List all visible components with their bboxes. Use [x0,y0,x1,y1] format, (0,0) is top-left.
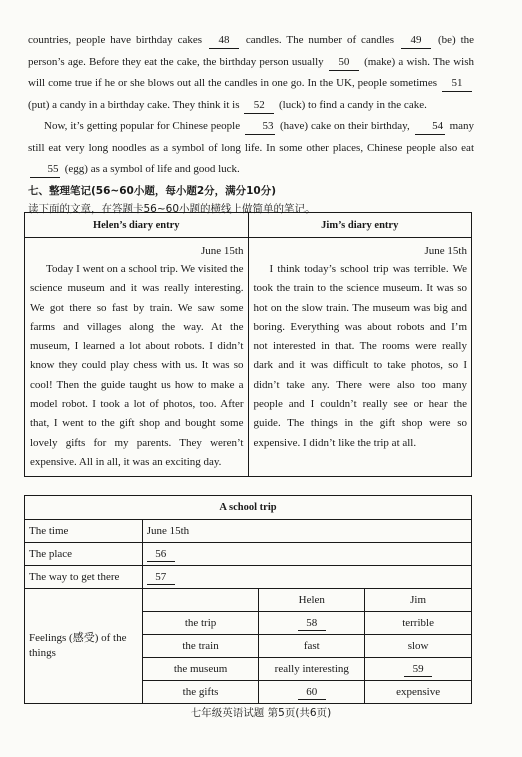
passage-text: (egg) as a symbol of life and good luck. [64,163,240,175]
passage-text: (be) the person’s age. Before they eat the cake, the birthday person usually [28,34,475,68]
answer-blank-55[interactable]: 55 [30,162,60,178]
jim-diary-date: June 15th [424,245,467,257]
section-instruction: 读下面的文章，在答题卡56~60小题的横线上做简单的笔记。 [28,202,316,215]
jim-museum-cell [365,658,472,681]
jim-diary-header: Jim’s diary entry [248,213,472,238]
helen-diary-text: Today I went on a school trip. We visited the science museum and it was really interesting. We got there so fast by train. We saw some farms and villages along the way. At the museum, I learned a lot about robots. I didn’t know they could play chess with us. It was so cool! Then the guide taught us how to make a model robot. I took a lot of photos, too. After that, I went to the gift shop and bought some lovely gifts for my parents. They weren’t expensive. All in all, it was an exciting day. [30,263,244,468]
thing-museum: the museum [142,658,259,681]
summary-table [24,495,472,704]
way-label: The way to get there [25,566,143,589]
passage-text: (make) a wish. The wish will come true if he or she blows out all the candles in one go. In the UK, people sometimes [28,55,475,89]
answer-blank-58[interactable]: 58 [298,616,326,631]
helen-museum: really interesting [259,658,365,681]
answer-blank-50[interactable]: 50 [329,55,359,71]
time-value: June 15th [142,520,471,543]
helen-trip-cell [259,612,365,635]
passage [28,30,474,218]
jim-column-header: Jim [365,589,472,612]
time-label: The time [25,520,143,543]
answer-blank-51[interactable]: 51 [442,76,472,92]
place-label: The place [25,543,143,566]
way-value-cell [142,566,471,589]
thing-gifts: the gifts [142,681,259,704]
passage-text: (luck) to find a candy in the cake. [279,98,427,111]
answer-blank-60[interactable]: 60 [298,685,326,700]
passage-paragraph-1 [28,30,474,116]
passage-text: (put) a candy in a birthday cake. They think it is [28,98,240,111]
helen-diary-date: June 15th [201,245,244,257]
summary-title: A school trip [25,496,472,520]
passage-text: (have) cake on their birthday, [279,120,410,132]
passage-text: countries, people have birthday cakes [28,34,202,46]
thing-header-empty [142,589,259,612]
answer-blank-49[interactable]: 49 [401,33,431,49]
helen-diary-cell [25,238,249,477]
thing-train: the train [142,635,259,658]
passage-text: candles. The number of candles [245,34,395,46]
helen-diary-header: Helen’s diary entry [25,213,249,238]
jim-trip: terrible [365,612,472,635]
answer-blank-59[interactable]: 59 [404,662,432,677]
passage-text: Now, it’s getting popular for Chinese people [44,120,241,132]
helen-gifts-cell [259,681,365,704]
feelings-label: Feelings (感受) of the things [25,589,143,704]
answer-blank-52[interactable]: 52 [244,98,274,114]
jim-diary-cell [248,238,472,477]
answer-blank-48[interactable]: 48 [209,33,239,49]
section-title: 七、整理笔记(56~60小题，每小题2分，满分10分) [28,184,277,197]
answer-blank-56[interactable]: 56 [147,547,175,562]
helen-train: fast [259,635,365,658]
answer-blank-54[interactable]: 54 [415,119,445,135]
passage-paragraph-2 [28,116,474,181]
jim-diary-text: I think today’s school trip was terrible. We took the train to the science museum. It was so hot on the slow train. The museum was big and boring. Everything was about robots and I’m not interested in that. The rooms were really dark and it was difficult to take photos, so I didn’t take any. There were also too many people and I couldn’t really see or hear the guide. The things in the gift shop were so expensive. I didn’t like the trip at all. [253,263,467,449]
jim-train: slow [365,635,472,658]
jim-gifts: expensive [365,681,472,704]
answer-blank-53[interactable]: 53 [245,119,275,135]
helen-column-header: Helen [259,589,365,612]
page-footer: 七年级英语试题 第5页(共6页) [190,707,332,719]
thing-trip: the trip [142,612,259,635]
passage-text: many still eat very long noodles as a symbol of long life. In some other places, Chinese people also eat [28,120,475,154]
place-value-cell [142,543,471,566]
diary-table [24,212,472,477]
answer-blank-57[interactable]: 57 [147,570,175,585]
